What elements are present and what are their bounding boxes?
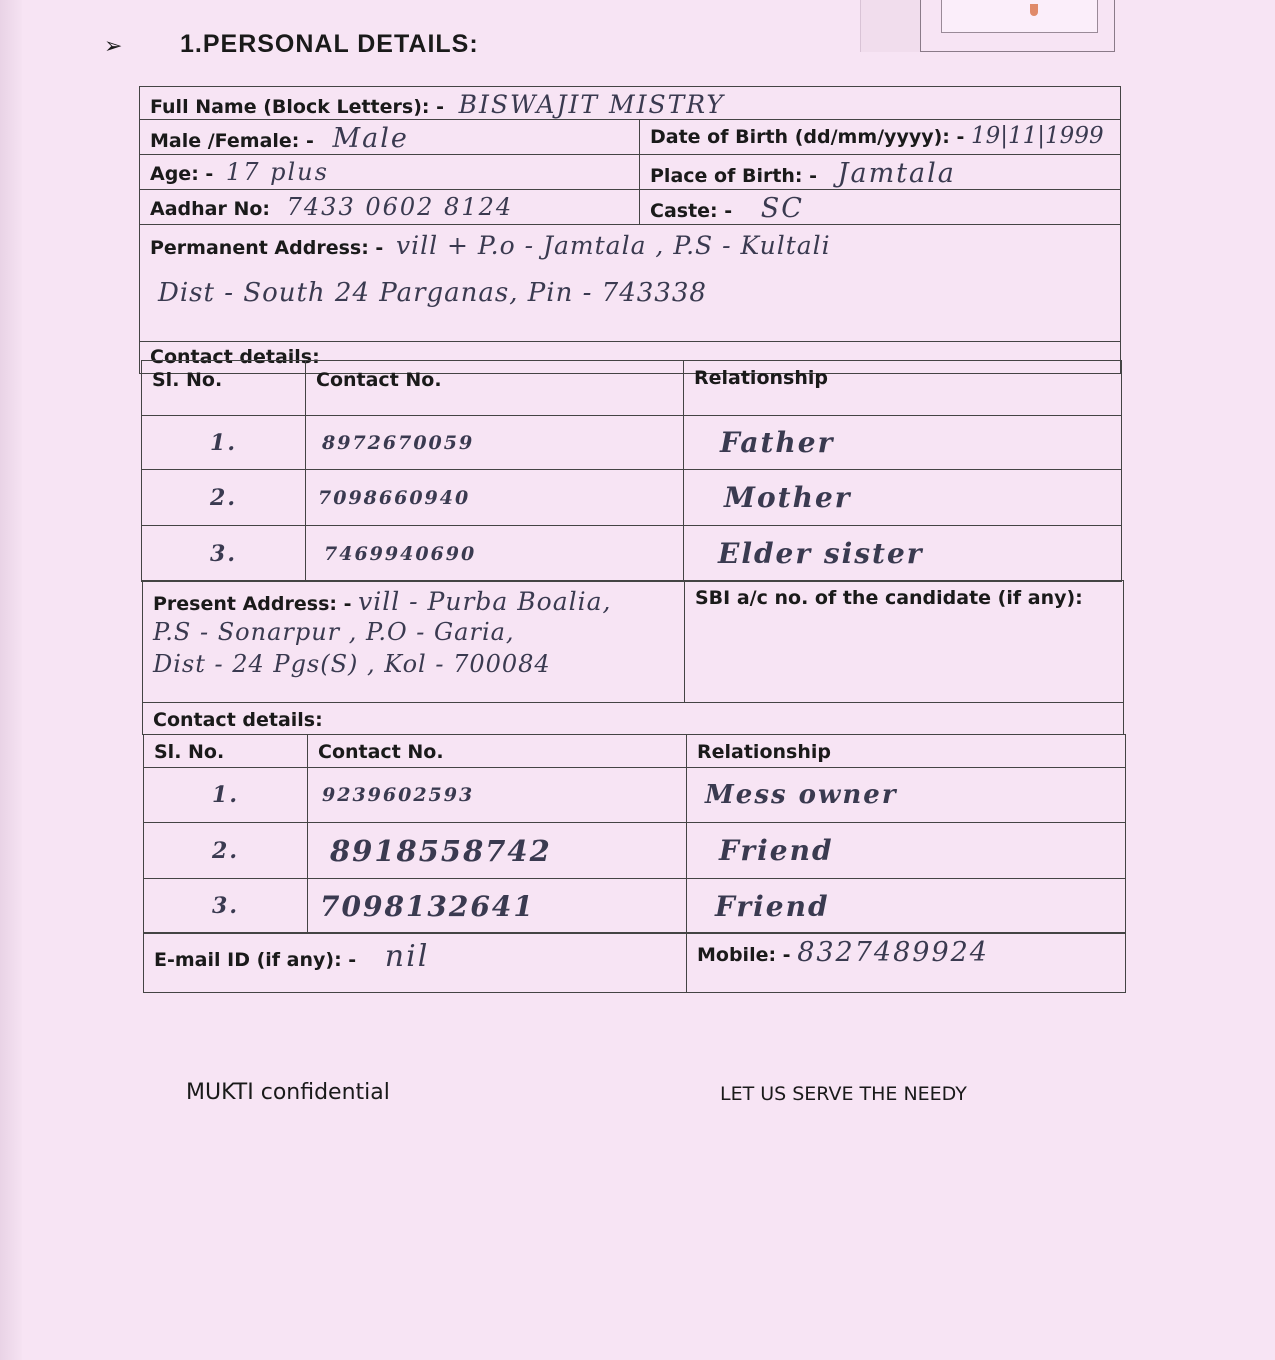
row-4-contact: 9239602593	[308, 768, 687, 823]
table-row	[144, 768, 1126, 823]
place-of-birth-value: Jamtala	[837, 158, 956, 189]
photo-frame	[941, 0, 1098, 33]
email-cell	[144, 933, 687, 993]
aadhar-value: 7433 0602 8124	[286, 193, 514, 221]
mobile-label: Mobile: -	[697, 944, 791, 966]
arrow-bullet-icon: ➢	[104, 34, 123, 59]
table-row	[144, 823, 1126, 879]
row-4-sl: 1.	[144, 768, 308, 823]
table-row	[144, 879, 1126, 934]
age-value: 17 plus	[225, 158, 329, 186]
place-of-birth-cell	[640, 155, 1121, 190]
photo-box	[920, 0, 1115, 52]
row-1-relationship: Father	[684, 416, 1122, 470]
present-address-label: Present Address: -	[153, 593, 352, 615]
footer-motto: LET US SERVE THE NEEDY	[720, 1083, 967, 1105]
caste-label: Caste: -	[650, 200, 733, 222]
photo-fragment	[1030, 4, 1038, 16]
email-mobile-table	[143, 932, 1126, 993]
full-name-label: Full Name (Block Letters): -	[150, 96, 444, 118]
row-5-sl: 2.	[144, 823, 308, 879]
gender-cell	[140, 120, 640, 155]
table-row	[142, 470, 1122, 526]
section-heading: 1.PERSONAL DETAILS:	[180, 30, 479, 58]
permanent-address-line1: vill + P.o - Jamtala , P.S - Kultali	[395, 231, 831, 260]
permanent-address-line2: Dist - South 24 Parganas, Pin - 743338	[158, 278, 707, 308]
dob-cell	[640, 120, 1121, 155]
row-2-relationship: Mother	[684, 470, 1122, 526]
full-name-cell	[140, 87, 1121, 120]
aadhar-cell	[140, 190, 640, 225]
table-row	[142, 416, 1122, 470]
gender-value: Male	[332, 123, 409, 154]
permanent-address-cell	[140, 225, 1121, 342]
row-6-contact: 7098132641	[308, 879, 687, 934]
present-address-cell	[143, 581, 685, 703]
row-5-contact: 8918558742	[308, 823, 687, 879]
age-cell	[140, 155, 640, 190]
row-2-sl: 2.	[142, 470, 306, 526]
footer-confidential: MUKTI confidential	[186, 1080, 390, 1105]
email-label: E-mail ID (if any): -	[154, 949, 357, 971]
mobile-value: 8327489924	[797, 937, 989, 968]
present-address-table	[142, 580, 1124, 735]
aadhar-label: Aadhar No:	[150, 198, 271, 220]
personal-info-table	[139, 86, 1121, 374]
age-label: Age: -	[150, 163, 214, 185]
table-row	[142, 526, 1122, 582]
place-of-birth-label: Place of Birth: -	[650, 165, 818, 187]
full-name-value: BISWAJIT MISTRY	[458, 90, 725, 119]
sbi-cell	[685, 581, 1124, 703]
present-address-line3: Dist - 24 Pgs(S) , Kol - 700084	[153, 650, 551, 678]
dob-label: Date of Birth (dd/mm/yyyy): -	[650, 126, 965, 148]
email-value: nil	[384, 939, 430, 974]
row-3-contact: 7469940690	[306, 526, 684, 582]
paper-overlap	[860, 0, 921, 52]
contact-details-title-1: Contact details:	[140, 342, 1121, 374]
mobile-cell	[687, 933, 1126, 993]
permanent-address-label: Permanent Address: -	[150, 237, 384, 259]
row-4-relationship: Mess owner	[687, 768, 1126, 823]
header-relationship: Relationship	[684, 361, 1122, 416]
row-5-relationship: Friend	[687, 823, 1126, 879]
row-1-contact: 8972670059	[306, 416, 684, 470]
present-address-line2: P.S - Sonarpur , P.O - Garia,	[153, 618, 515, 646]
contacts-table-2	[143, 734, 1126, 934]
row-3-sl: 3.	[142, 526, 306, 582]
header-sl-no-2: Sl. No.	[144, 735, 308, 768]
sbi-label: SBI a/c no. of the candidate (if any):	[695, 587, 1083, 609]
contacts-table-1	[141, 360, 1122, 582]
header-sl-no: Sl. No.	[142, 361, 306, 416]
page-edge-shadow	[0, 0, 22, 1360]
caste-cell	[640, 190, 1121, 225]
row-1-sl: 1.	[142, 416, 306, 470]
row-6-relationship: Friend	[687, 879, 1126, 934]
row-3-relationship: Elder sister	[684, 526, 1122, 582]
row-2-contact: 7098660940	[306, 470, 684, 526]
present-address-line1: vill - Purba Boalia,	[358, 587, 612, 616]
header-relationship-2: Relationship	[687, 735, 1126, 768]
contact-details-title-2: Contact details:	[143, 703, 1124, 735]
caste-value: SC	[760, 193, 804, 224]
row-6-sl: 3.	[144, 879, 308, 934]
header-contact-no: Contact No.	[306, 361, 684, 416]
dob-value: 19|11|1999	[971, 123, 1104, 149]
gender-label: Male /Female: -	[150, 130, 314, 152]
header-contact-no-2: Contact No.	[308, 735, 687, 768]
